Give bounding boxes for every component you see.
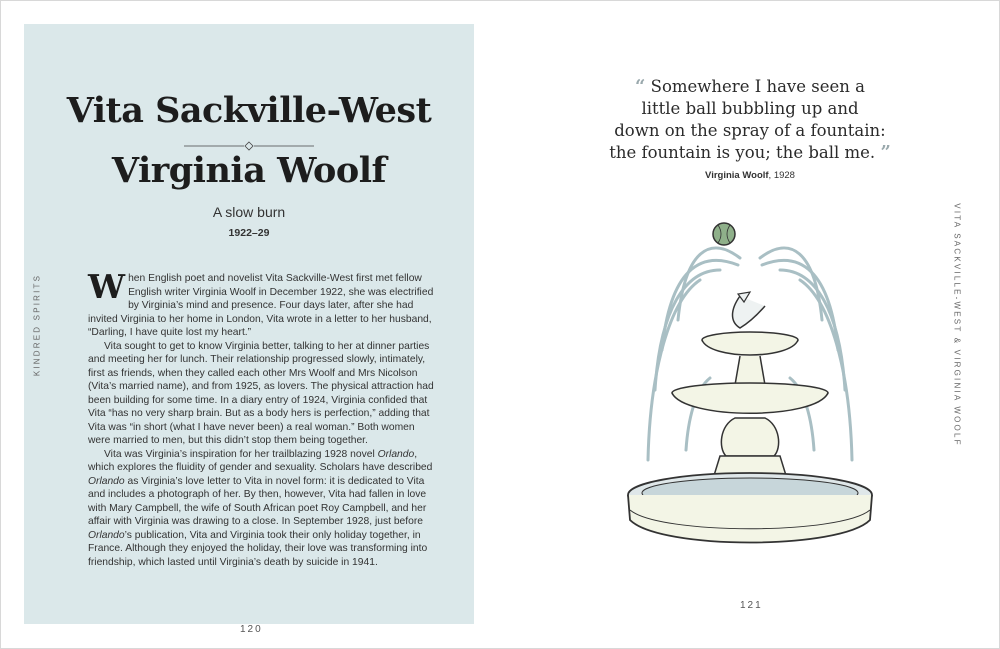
paragraph-3 xyxy=(88,448,438,570)
book-title: Orlando xyxy=(88,529,125,541)
body-text xyxy=(88,267,438,569)
drop-cap: W xyxy=(88,267,126,306)
side-label-right-text: VITA SACKVILLE-WEST & VIRGINIA WOOLF xyxy=(952,203,962,447)
quote-attribution xyxy=(600,170,900,181)
paragraph-3-text: Vita was Virginia’s inspiration for her trailblazing 1928 novel xyxy=(104,448,378,460)
paragraph-3-text: ’s publication, Vita and Virginia took their only holiday together, in France. Although they enjoyed the holiday, their love was transforming into friendship, which lasted until Virginia’s death by suicide in 1941. xyxy=(88,529,428,568)
paragraph-3-text: as Virginia’s love letter to Vita in novel form: it is dedicated to Vita and includes a photograph of her. By then, however, Vita had fallen in love with Mary Campbell, the wife of South African poet Roy Campbell, and her affair with Virginia was drawing to a close. In September 1928, just before xyxy=(88,475,427,527)
quote-line-1: Somewhere I have seen a xyxy=(650,77,865,96)
quote-line-4: the fountain is you; the ball me. xyxy=(609,143,876,162)
fountain-illustration xyxy=(600,210,900,560)
paragraph-2: Vita sought to get to know Virginia better, talking to her at dinner parties and meeting her for lunch. Their relationship progressed slowly, intimately, first as friends, when they called each other Mrs Woolf and Mrs Nicolson (Vita’s married name), and from 1925, as lovers. The physical attraction had been building for some time. In a diary entry of 1924, Virginia confided that Vita “has no very sharp brain. But as a body hers is perfection,” adding that Vita was “in short (what I have never been) a real woman.” Both women were married to men, but this didn’t stop them being together. xyxy=(88,340,434,446)
book-title: Orlando xyxy=(377,448,415,460)
close-quote-mark: ” xyxy=(880,142,891,163)
attribution-name: Virginia Woolf xyxy=(705,170,769,181)
page-number-left: 120 xyxy=(240,624,263,635)
page-number-right: 121 xyxy=(740,600,763,611)
quote-line-2: little ball bubbling up and xyxy=(641,99,859,118)
quote-line-3: down on the spray of a fountain: xyxy=(614,121,886,140)
title-line-1: Vita Sackville-West xyxy=(66,90,432,131)
attribution-year: , 1928 xyxy=(768,170,795,181)
book-title: Orlando xyxy=(88,475,125,487)
pull-quote xyxy=(600,76,900,164)
paragraph-3-text: , which explores the fluidity of gender and sexuality. Scholars have described xyxy=(88,448,433,473)
subtitle: A slow burn xyxy=(212,204,286,220)
side-label-left-text: KINDRED SPIRITS xyxy=(32,273,42,377)
open-quote-mark: “ xyxy=(635,76,646,97)
paragraph-1 xyxy=(88,267,438,340)
left-page-panel xyxy=(24,24,474,635)
years: 1922–29 xyxy=(228,227,270,239)
paragraph-1-text: hen English poet and novelist Vita Sackville-West first met fellow English writer Virginia Woolf in December 1922, she was electrified by Virginia’s mind and presence. Four days later, after she had invited Virginia to her home in London, Vita wrote in a letter to her husband, “Darling, I have quite lost my heart.” xyxy=(88,273,434,338)
title-line-2: Virginia Woolf xyxy=(111,150,387,191)
